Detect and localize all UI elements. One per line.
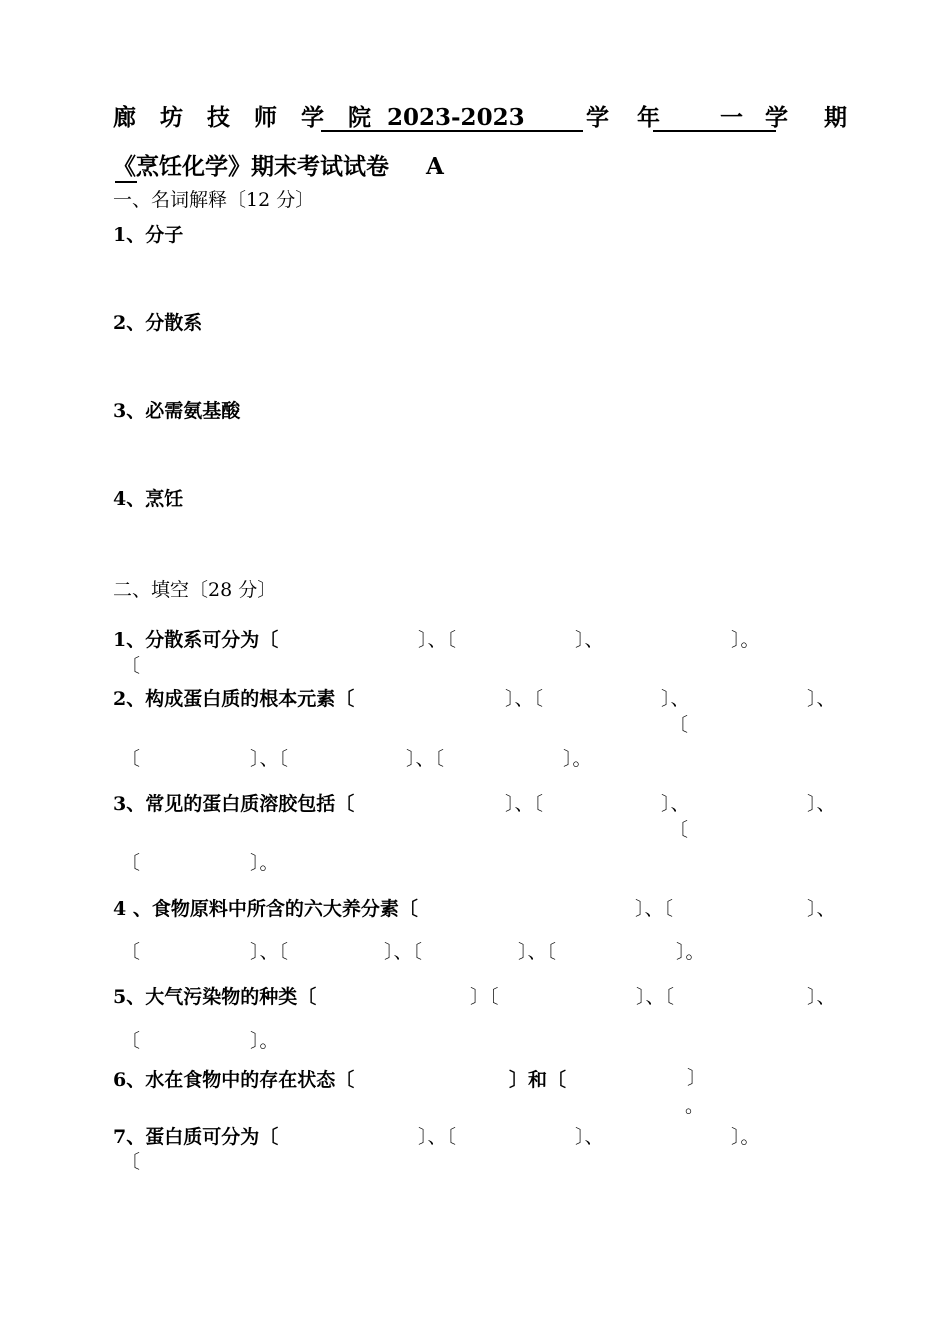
q3-wrap-paren: 〔 — [669, 819, 689, 841]
q3-paren: 〕、〔 — [505, 793, 544, 815]
section1-heading: 一、名词解释〔12 分〕 — [113, 189, 315, 211]
title-underline-mark — [115, 181, 137, 183]
q5-paren: 〔 — [121, 1030, 141, 1052]
xueqi-label: 学 期 — [765, 104, 862, 131]
q2-paren: 〕、〔 — [250, 748, 289, 770]
q3-paren: 〕、 — [661, 793, 690, 815]
q6-period: 。 — [685, 1095, 705, 1117]
q2-paren: 〕。 — [563, 748, 592, 770]
q4-paren: 〕、 — [807, 898, 836, 920]
q5-paren: 〕〔 — [470, 986, 499, 1008]
q3-paren: 〕。 — [250, 852, 279, 874]
question-6-prompt: 6、水在食物中的存在状态〔 — [113, 1069, 355, 1091]
q3-paren: 〔 — [121, 852, 141, 874]
term-item: 4、烹饪 — [113, 488, 184, 510]
term-number: 一 — [720, 104, 743, 131]
q2-paren: 〕、 — [661, 688, 690, 710]
q1-paren: 〕、 — [575, 629, 604, 651]
q2-wrap-paren: 〔 — [669, 714, 689, 736]
q2-paren: 〔 — [121, 748, 141, 770]
section2-heading: 二、填空〔28 分〕 — [113, 579, 277, 601]
q4-paren: 〕、〔 — [635, 898, 674, 920]
xuenian-label: 学 年 — [586, 104, 671, 131]
question-2-prompt: 2、构成蛋白质的根本元素〔 — [113, 688, 355, 710]
q4-paren: 〔 — [121, 941, 141, 963]
term-item: 2、分散系 — [113, 312, 203, 334]
q4-paren: 〕。 — [676, 941, 705, 963]
exam-title: 《烹饪化学》期末考试试卷 — [113, 153, 389, 180]
question-5-prompt: 5、大气污染物的种类〔 — [113, 986, 317, 1008]
q1-paren: 〕、〔 — [418, 629, 457, 651]
school-name: 廊 坊 技 师 学 院 — [113, 104, 380, 131]
q6-paren: 〕 — [687, 1067, 707, 1089]
q2-paren: 〕、〔 — [505, 688, 544, 710]
q4-paren: 〕、〔 — [518, 941, 557, 963]
q5-paren: 〕、〔 — [636, 986, 675, 1008]
q4-paren: 〕、〔 — [384, 941, 423, 963]
q2-paren: 〕、〔 — [406, 748, 445, 770]
term-underline — [653, 130, 776, 132]
term-item: 3、必需氨基酸 — [113, 400, 241, 422]
q7-wrap-paren: 〔 — [121, 1151, 141, 1173]
q5-paren: 〕、 — [807, 986, 836, 1008]
q1-wrap-paren: 〔 — [121, 655, 141, 677]
question-3-prompt: 3、常见的蛋白质溶胶包括〔 — [113, 793, 355, 815]
q3-paren: 〕、 — [807, 793, 836, 815]
q4-paren: 〕、〔 — [250, 941, 289, 963]
q5-paren: 〕。 — [250, 1030, 279, 1052]
q2-paren: 〕、 — [807, 688, 836, 710]
q7-paren: 〕、〔 — [418, 1126, 457, 1148]
q1-paren: 〕。 — [731, 629, 760, 651]
q7-paren: 〕、 — [575, 1126, 604, 1148]
question-7-prompt: 7、蛋白质可分为〔 — [113, 1126, 279, 1148]
question-1-prompt: 1、分散系可分为〔 — [113, 629, 279, 651]
question-4-prompt: 4 、食物原料中所含的六大养分素〔 — [113, 898, 418, 920]
q7-paren: 〕。 — [731, 1126, 760, 1148]
school-year: 2023-2023 — [387, 104, 525, 131]
q6-paren: 〕和〔 — [509, 1069, 567, 1091]
term-item: 1、分子 — [113, 224, 184, 246]
exam-version: A — [426, 153, 444, 180]
